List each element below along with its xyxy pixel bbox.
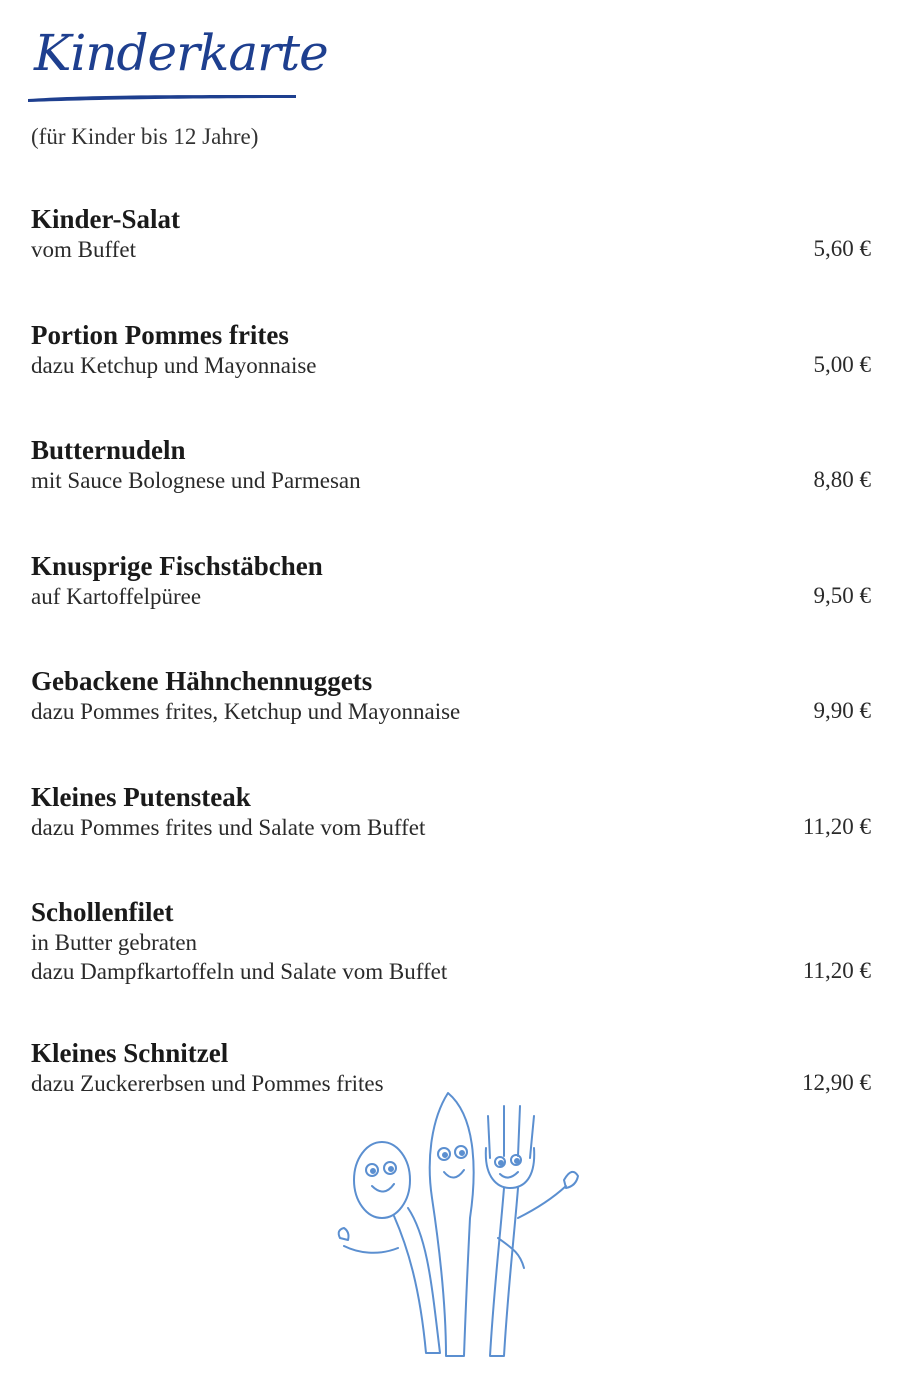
dish-description: vom Buffet — [31, 237, 136, 262]
dish-name: Kleines Schnitzel — [31, 1038, 229, 1068]
dish-price: 8,80 € — [813, 467, 871, 492]
dish-description: dazu Ketchup und Mayonnaise — [31, 353, 317, 378]
menu-item — [31, 665, 871, 726]
dish-description: in Butter gebraten — [31, 930, 198, 955]
title-underline — [26, 90, 298, 104]
dish-name: Schollenfilet — [31, 897, 174, 927]
dish-name: Kleines Putensteak — [31, 782, 251, 812]
menu-item — [31, 319, 871, 380]
dish-price: 9,50 € — [813, 583, 871, 608]
dish-description: dazu Pommes frites, Ketchup und Mayonnaise — [31, 699, 461, 724]
menu-item — [31, 550, 871, 611]
dish-price: 5,60 € — [813, 236, 871, 261]
dish-description: dazu Zuckererbsen und Pommes frites — [31, 1071, 384, 1096]
menu-item — [31, 203, 871, 264]
dish-name: Knusprige Fischstäbchen — [31, 551, 323, 581]
dish-price: 9,90 € — [813, 698, 871, 723]
dish-price: 12,90 € — [802, 1070, 871, 1095]
dish-description: dazu Dampfkartoffeln und Salate vom Buffet — [31, 959, 448, 984]
age-note: (für Kinder bis 12 Jahre) — [31, 124, 259, 149]
menu-item — [31, 434, 871, 495]
menu-item — [31, 896, 871, 986]
dish-name: Gebackene Hähnchennuggets — [31, 666, 373, 696]
dish-price: 11,20 € — [802, 958, 871, 983]
dish-name: Portion Pommes frites — [31, 320, 289, 350]
dish-description: dazu Pommes frites und Salate vom Buffet — [31, 815, 426, 840]
dish-name: Kinder-Salat — [31, 204, 181, 234]
dish-description: auf Kartoffelpüree — [31, 584, 202, 609]
dish-price: 5,00 € — [813, 352, 871, 377]
menu-title: Kinderkarte — [34, 24, 328, 82]
dish-description: mit Sauce Bolognese und Parmesan — [31, 468, 361, 493]
dish-name: Butternudeln — [31, 435, 186, 465]
cutlery-characters-icon — [328, 1088, 590, 1363]
dish-price: 11,20 € — [802, 814, 871, 839]
menu-item — [31, 781, 871, 842]
